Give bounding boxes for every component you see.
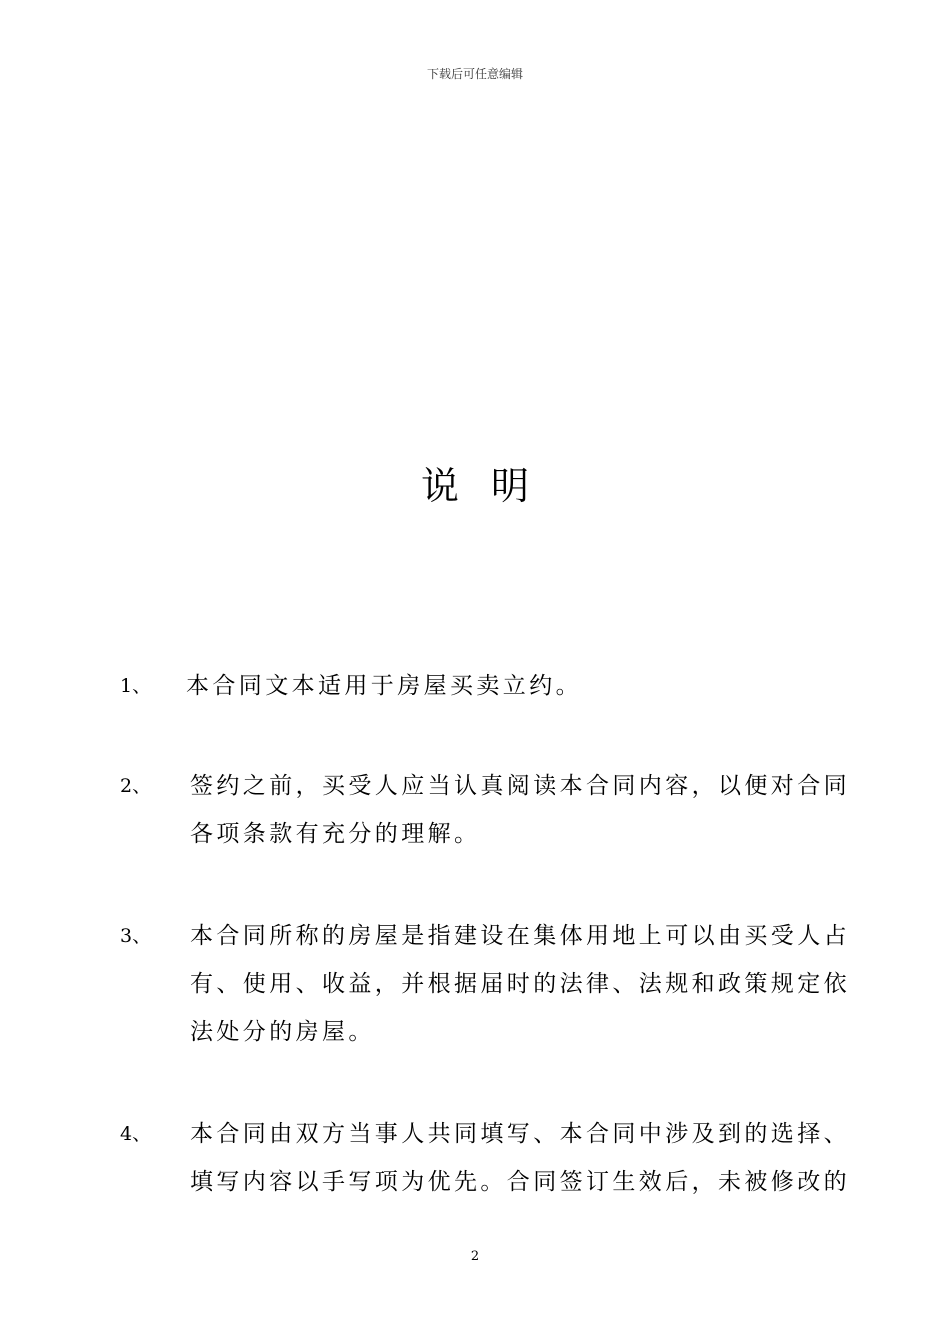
item-number: 4、 [120, 1123, 152, 1145]
item-line: 填写内容以手写项为优先。合同签订生效后，未被修改的 [190, 1169, 850, 1195]
item-line: 法处分的房屋。 [190, 1019, 375, 1045]
item-number: 1、 [120, 675, 152, 697]
item-text [190, 1110, 850, 1206]
item-number: 3、 [120, 925, 152, 947]
item-text [190, 912, 850, 1056]
page-number: 2 [470, 1249, 480, 1264]
item-text [190, 762, 850, 858]
item-line: 有、使用、收益，并根据届时的法律、法规和政策规定依 [190, 971, 850, 997]
item-line: 本合同文本适用于房屋买卖立约。 [186, 673, 582, 699]
item-line: 各项条款有充分的理解。 [190, 821, 481, 847]
item-number: 2、 [120, 775, 152, 797]
item-text [186, 662, 836, 710]
item-line: 签约之前，买受人应当认真阅读本合同内容，以便对合同 [190, 773, 850, 799]
item-line: 本合同所称的房屋是指建设在集体用地上可以由买受人占 [190, 923, 850, 949]
page-title: 说明 [420, 464, 561, 508]
header-note: 下载后可任意编辑 [426, 67, 523, 81]
item-line: 本合同由双方当事人共同填写、本合同中涉及到的选择、 [190, 1121, 850, 1147]
